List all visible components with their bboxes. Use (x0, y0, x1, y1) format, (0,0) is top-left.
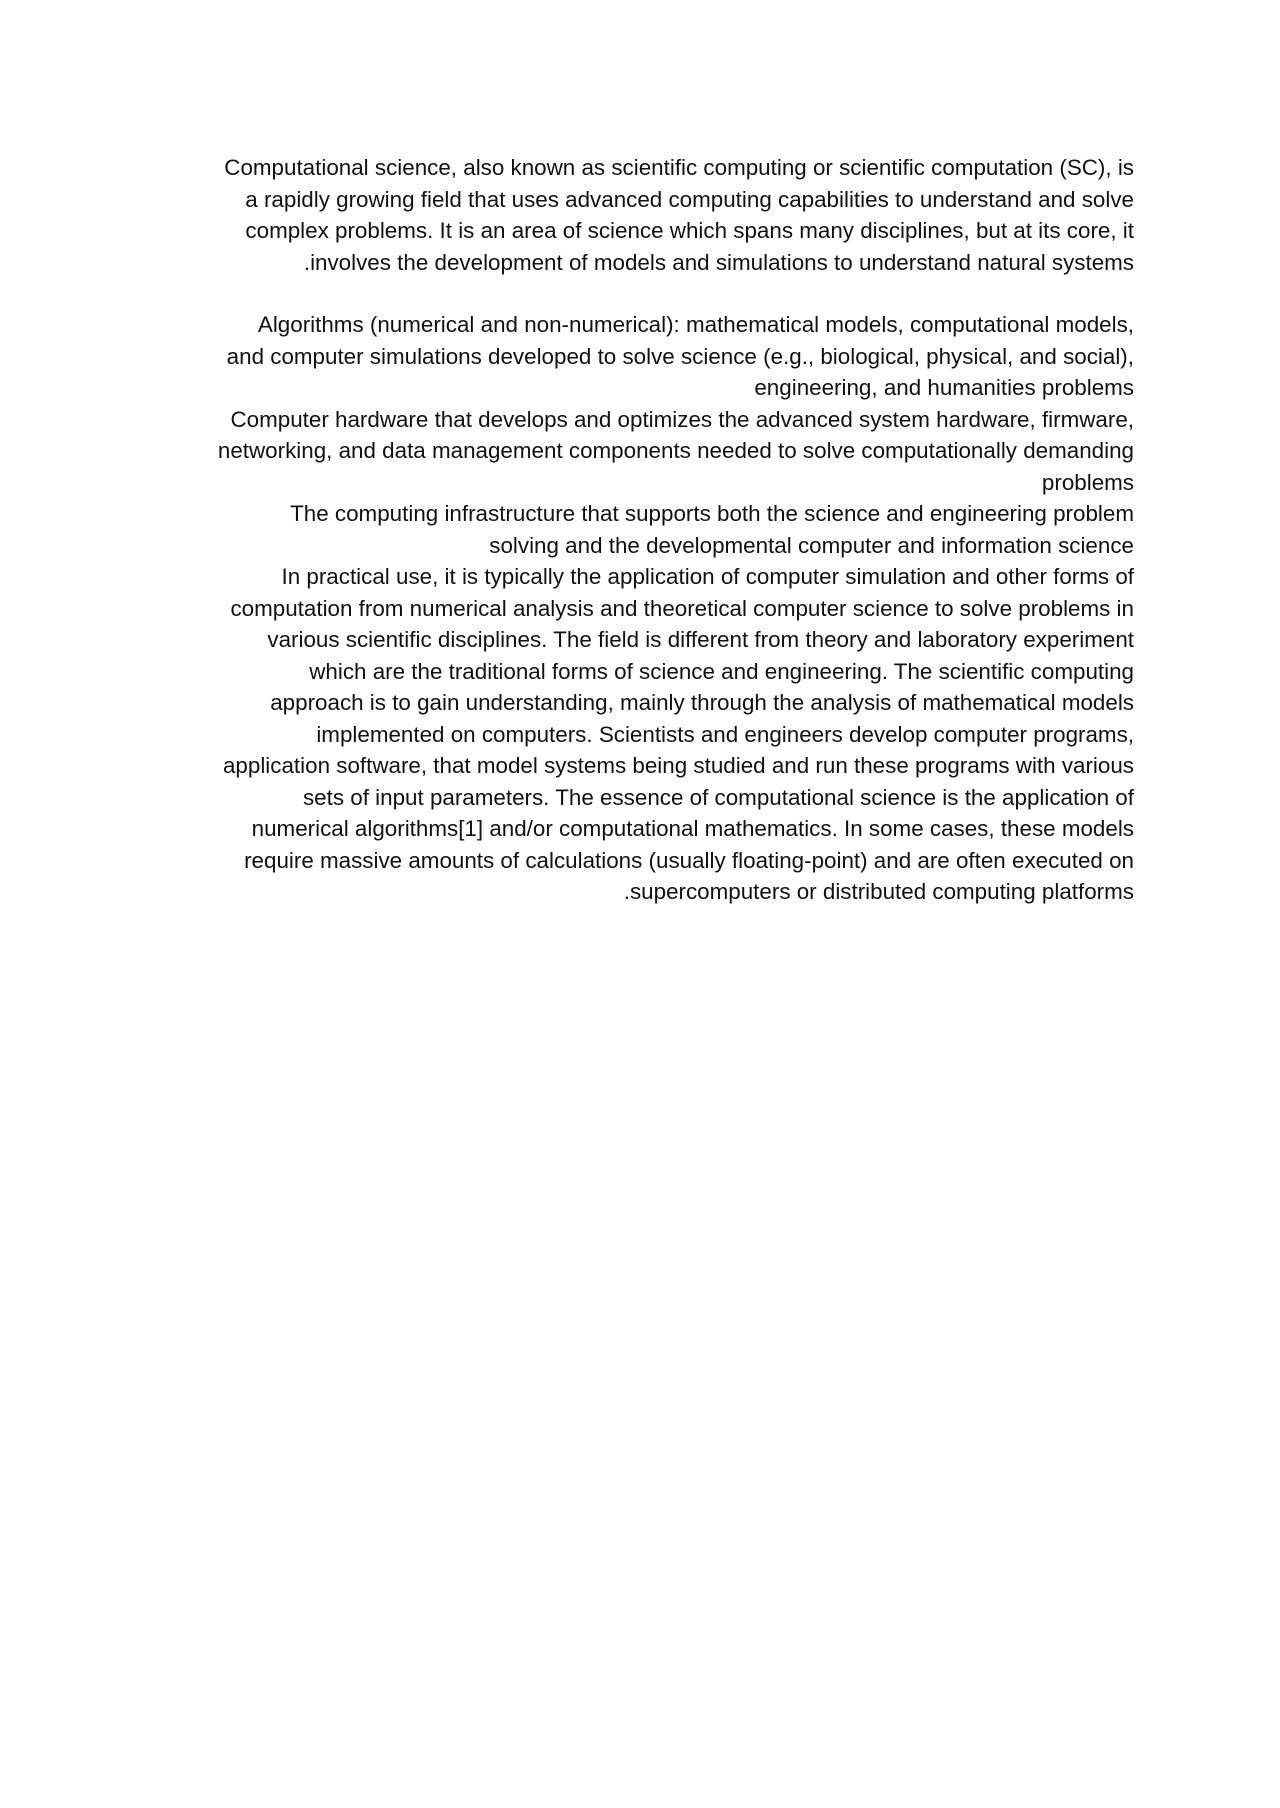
text-line: Computer hardware that develops and optimizes the advanced system hardware, firmware, (230, 406, 1134, 432)
text-line: complex problems. It is an area of science which spans many disciplines, but at its core, it (245, 218, 1134, 243)
text-line: Algorithms (numerical and non-numerical): mathematical models, computational models, (257, 312, 1134, 337)
text-line: In practical use, it is typically the application of computer simulation and other forms of (281, 564, 1134, 589)
text-line: implemented on computers. Scientists and engineers develop computer programs, (316, 721, 1134, 747)
text-line: which are the traditional forms of science and engineering. The scientific computing (309, 658, 1134, 684)
text-line: application software, that model systems being studied and run these programs with various (222, 753, 1134, 778)
paragraph-intro (144, 152, 1134, 278)
text-line: problems (1041, 469, 1134, 495)
text-line: The computing infrastructure that supports both the science and engineering problem (290, 501, 1134, 526)
text-line: networking, and data management components needed to solve computationally demanding (217, 438, 1134, 463)
text-line: .supercomputers or distributed computing platforms (623, 879, 1134, 904)
text-line: a rapidly growing field that uses advanced computing capabilities to understand and solve (245, 186, 1134, 212)
text-line: numerical algorithms[1] and/or computational mathematics. In some cases, these models (251, 816, 1134, 841)
paragraph-body (144, 309, 1134, 908)
text-line: sets of input parameters. The essence of computational science is the application of (302, 784, 1134, 810)
text-line: approach is to gain understanding, mainly through the analysis of mathematical models (270, 690, 1134, 715)
text-line: engineering, and humanities problems (754, 375, 1134, 400)
text-line: Computational science, also known as scientific computing or scientific computation (SC), is (224, 155, 1134, 180)
text-line: and computer simulations developed to solve science (e.g., biological, physical, and social), (226, 343, 1134, 369)
text-line: computation from numerical analysis and theoretical computer science to solve problems in (230, 595, 1134, 621)
text-line: solving and the developmental computer and information science (489, 532, 1134, 558)
text-line: require massive amounts of calculations (usually floating-point) and are often executed on (244, 847, 1134, 873)
text-line: .involves the development of models and simulations to understand natural systems (303, 249, 1134, 275)
text-line: various scientific disciplines. The field is different from theory and laboratory experiment (267, 627, 1134, 652)
